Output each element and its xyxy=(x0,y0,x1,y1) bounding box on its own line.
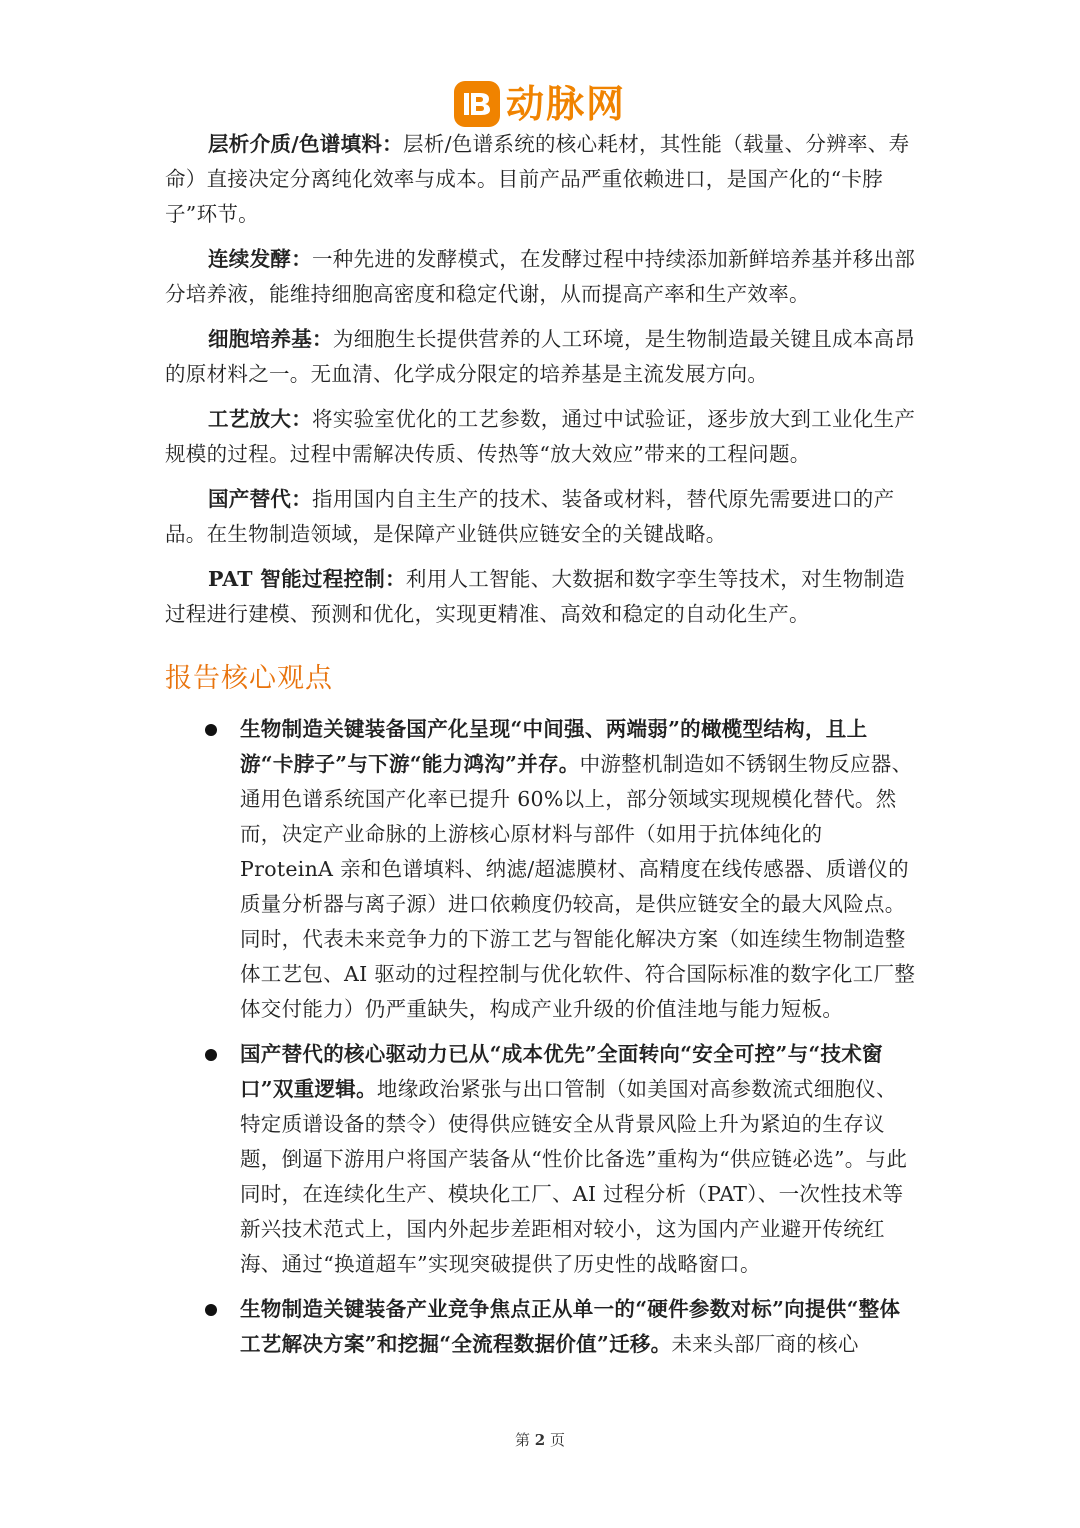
key-point-item xyxy=(240,712,917,1027)
page-footer xyxy=(0,1428,1080,1452)
key-point-lead: 生物制造关键装备国产化呈现“中间强、两端弱”的橄榄型结构，且上游“卡脖子”与下游“能力鸿沟”并存。 xyxy=(240,717,868,776)
definition-body: 将实验室优化的工艺参数，通过中试验证，逐步放大到工业化生产规模的过程。过程中需解决传质、传热等“放大效应”带来的工程问题。 xyxy=(165,407,916,466)
page-content xyxy=(165,127,917,1372)
key-point-item xyxy=(240,1037,917,1282)
bullet-icon xyxy=(205,724,217,736)
definition-term: 工艺放大： xyxy=(208,407,312,431)
definition-paragraph xyxy=(165,127,917,232)
page-number: 2 xyxy=(534,1431,546,1449)
definition-body: 层析/色谱系统的核心耗材，其性能（载量、分辨率、寿命）直接决定分离纯化效率与成本。目前产品严重依赖进口，是国产化的“卡脖子”环节。 xyxy=(165,132,910,226)
definition-term: 国产替代： xyxy=(208,487,312,511)
definition-term: PAT 智能过程控制： xyxy=(208,567,406,591)
definition-term: 层析介质/色谱填料： xyxy=(208,132,403,156)
definition-paragraph xyxy=(165,402,917,472)
definition-paragraph xyxy=(165,482,917,552)
page-number-suffix: 页 xyxy=(550,1431,566,1449)
key-point-body: 未来头部厂商的核心 xyxy=(671,1332,859,1356)
definition-term: 细胞培养基： xyxy=(208,327,333,351)
db-logo-icon xyxy=(454,81,500,127)
definition-body: 利用人工智能、大数据和数字孪生等技术，对生物制造过程进行建模、预测和优化，实现更精准、高效和稳定的自动化生产。 xyxy=(165,567,906,626)
key-point-body: 中游整机制造如不锈钢生物反应器、通用色谱系统国产化率已提升 60%以上，部分领域实现规模化替代。然而，决定产业命脉的上游核心原材料与部件（如用于抗体纯化的 ProteinA 亲和色谱填料、纳滤/超滤膜材、高精度在线传感器、质谱仪的质量分析器与离子源）进口依赖度仍较高，是供应链安全的最大风险点。同时，代表未来竞争力的下游工艺与智能化解决方案（如连续生物制造整体工艺包、AI 驱动的过程控制与优化软件、符合国际标准的数字化工厂整体交付能力）仍严重缺失，构成产业升级的价值洼地与能力短板。 xyxy=(240,752,916,1021)
key-point-lead: 国产替代的核心驱动力已从“成本优先”全面转向“安全可控”与“技术窗口”双重逻辑。 xyxy=(240,1042,883,1101)
definition-body: 一种先进的发酵模式，在发酵过程中持续添加新鲜培养基并移出部分培养液，能维持细胞高密度和稳定代谢，从而提高产率和生产效率。 xyxy=(165,247,916,306)
key-points-list xyxy=(165,712,917,1362)
definition-term: 连续发酵： xyxy=(208,247,312,271)
definition-paragraph xyxy=(165,242,917,312)
definition-body: 指用国内自主生产的技术、装备或材料，替代原先需要进口的产品。在生物制造领域，是保障产业链供应链安全的关键战略。 xyxy=(165,487,895,546)
section-title: 报告核心观点 xyxy=(165,663,333,694)
brand-logo xyxy=(0,80,1080,128)
definition-paragraph xyxy=(165,562,917,632)
bullet-icon xyxy=(205,1304,217,1316)
bullet-icon xyxy=(205,1049,217,1061)
logo-text: 动脉网 xyxy=(505,82,626,126)
key-point-body: 地缘政治紧张与出口管制（如美国对高参数流式细胞仪、特定质谱设备的禁令）使得供应链安全从背景风险上升为紧迫的生存议题，倒逼下游用户将国产装备从“性价比备选”重构为“供应链必选”。与此同时，在连续化生产、模块化工厂、AI 过程分析（PAT）、一次性技术等新兴技术范式上，国内外起步差距相对较小，这为国内产业避开传统红海、通过“换道超车”实现突破提供了历史性的战略窗口。 xyxy=(240,1077,908,1276)
key-point-item xyxy=(240,1292,917,1362)
key-point-lead: 生物制造关键装备产业竞争焦点正从单一的“硬件参数对标”向提供“整体工艺解决方案”和挖掘“全流程数据价值”迁移。 xyxy=(240,1297,901,1356)
definitions-list xyxy=(165,127,917,632)
page-number-prefix: 第 xyxy=(514,1431,530,1449)
definition-body: 为细胞生长提供营养的人工环境，是生物制造最关键且成本高昂的原材料之一。无血清、化学成分限定的培养基是主流发展方向。 xyxy=(165,327,916,386)
definition-paragraph xyxy=(165,322,917,392)
